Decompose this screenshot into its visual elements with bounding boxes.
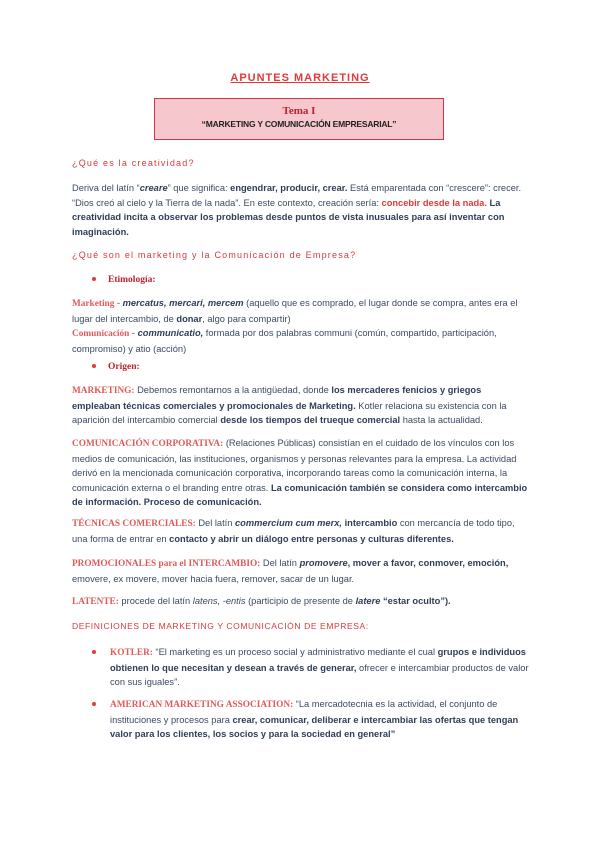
bullet-dot [92, 364, 96, 368]
text-donar: donar [176, 313, 203, 324]
text-crear-comunicar: crear, comunicar, deliberar e intercambiar las ofertas que tengan valor para los clientes, los socios y para la sociedad en general” [110, 714, 519, 740]
question-creatividad: ¿Qué es la creatividad? [72, 158, 195, 168]
text: ” que significa: [167, 183, 231, 193]
tema-number: Tema I [282, 105, 316, 117]
text: Deriva del latín “ [72, 183, 140, 193]
definition-ama [92, 697, 532, 742]
text: emovere, ex movere, mover hacia fuera, remover, sacar de un lugar. [72, 573, 355, 584]
text: Está emparentada con “crescere”: crecer. “Dios creó al cielo y la Tierra de la nada”. En este contexto, creación sería: [72, 183, 522, 208]
text: con mercancía de todo tipo, una forma de entrar en [72, 518, 515, 544]
text-grupos: grupos e individuos obtienen lo que necesitan y desean a través de generar, [110, 647, 526, 673]
text: “El marketing es un proceso social y administrativo mediante el cual [152, 647, 438, 657]
text: hasta la actualidad. [400, 415, 483, 426]
text-intercambio: intercambio [341, 518, 398, 528]
paragraph-tecnicas-comerciales [72, 516, 528, 546]
definition-ama-text [110, 697, 532, 742]
bullet-dot [92, 702, 96, 706]
text: procede del latín [118, 596, 193, 606]
text: ofrecer e intercambiar productos de valor con sus iguales”. [110, 662, 529, 688]
paragraph-comunicacion-corporativa [72, 436, 528, 510]
term-tecnicas-comerciales: TÉCNICAS COMERCIALES: [72, 519, 196, 529]
bullet-dot [92, 650, 96, 654]
text: (participio de presente de [245, 596, 356, 606]
paragraph-latente [72, 594, 528, 610]
text: Debemos remontarnos a la antigüedad, donde [134, 385, 332, 395]
bullet-origen [92, 362, 140, 372]
bullet-dot [92, 277, 96, 281]
text-mover-a-favor: , mover a favor, conmover, emoción, [347, 558, 509, 568]
term-ama: AMERICAN MARKETING ASSOCIATION: [110, 700, 294, 710]
text-latens: latens, -entis [192, 596, 246, 606]
term-comunicacion: Comunicación [72, 329, 130, 340]
text: Del latín [195, 518, 236, 528]
text: (aquello que es comprado, el lugar donde se compra, antes era el lugar del intercambio, de [72, 298, 518, 324]
text-communicatio: communicatio, [137, 328, 204, 339]
bullet-etimologia [92, 275, 156, 285]
definition-kotler [92, 645, 532, 690]
term-promocionales: PROMOCIONALES para el INTERCAMBIO: [72, 559, 261, 569]
text: , algo para compartir) [202, 313, 291, 324]
text-estar-oculto: “estar oculto”). [380, 596, 451, 606]
text-intercambio-informacion: La comunicación también se considera como intercambio de información. Proceso de comunicación. [72, 482, 528, 508]
term-marketing-origen: MARKETING: [72, 386, 135, 396]
term-comunicacion-corporativa: COMUNICACIÓN CORPORATIVA: [72, 439, 224, 449]
heading-etimologia: Etimología: [108, 275, 156, 285]
paragraph-creatividad [72, 181, 528, 239]
tema-header-box [154, 98, 444, 140]
text-contacto: contacto y abrir un diálogo entre personas y culturas diferentes. [169, 533, 454, 544]
text-trueque: desde los tiempos del trueque comercial [220, 415, 401, 426]
definition-kotler-text [110, 645, 532, 690]
term-latente: LATENTE: [72, 597, 119, 607]
text: Kotler relaciona su existencia con la aparición del intercambio comercial [72, 400, 507, 426]
text: (Relaciones Públicas) consistían en el cuidado de los vínculos con los medios de comunicación, las instituciones, organismos y personas relevantes para la empresa. La actividad derivó en la mencionada comunicación corporativa, incorporando tareas como la comunicación interna, la comunicación externa o el branding entre otras. [72, 438, 517, 493]
text-engendrar: engendrar, producir, crear. [230, 183, 348, 193]
paragraph-etimologia [72, 296, 528, 356]
text-mercaderes: los mercaderes fenicios y griegos empleaban técnicas comerciales y promocionales de Marketing. [72, 385, 482, 411]
definitions-title: DEFINICIONES DE MARKETING Y COMUNICACIÓN DE EMPRESA: [72, 621, 369, 631]
paragraph-promocionales [72, 556, 528, 586]
text: “La mercadotecnia es la actividad, el conjunto de instituciones y procesos para [110, 699, 498, 725]
text: formada por dos palabras communi (común, compartido, participación, compromiso) y atio (acción) [72, 328, 497, 354]
text: - [114, 298, 123, 308]
text-creatividad-incita: La creatividad incita a observar los problemas desde puntos de vista inusuales para así inventar con imaginación. [72, 197, 505, 237]
document-title: APUNTES MARKETING [230, 72, 370, 84]
heading-origen: Origen: [108, 362, 140, 372]
text-promovere: promovere [299, 558, 348, 568]
text-creare: creare [139, 183, 168, 193]
text-concebir: concebir desde la nada. [381, 197, 487, 208]
text-mercatus: mercatus, mercari, mercem [122, 298, 244, 308]
question-marketing: ¿Qué son el marketing y la Comunicación de Empresa? [72, 250, 357, 260]
text-commercium: commercium cum merx, [235, 518, 342, 528]
term-kotler: KOTLER: [110, 648, 153, 658]
text-latere: latere [355, 596, 381, 606]
text: Del latín [260, 558, 300, 568]
paragraph-origen-marketing [72, 383, 528, 428]
tema-subtitle: “MARKETING Y COMUNICACIÓN EMPRESARIAL” [201, 119, 397, 129]
term-marketing: Marketing [72, 299, 115, 309]
text: - [129, 328, 138, 339]
